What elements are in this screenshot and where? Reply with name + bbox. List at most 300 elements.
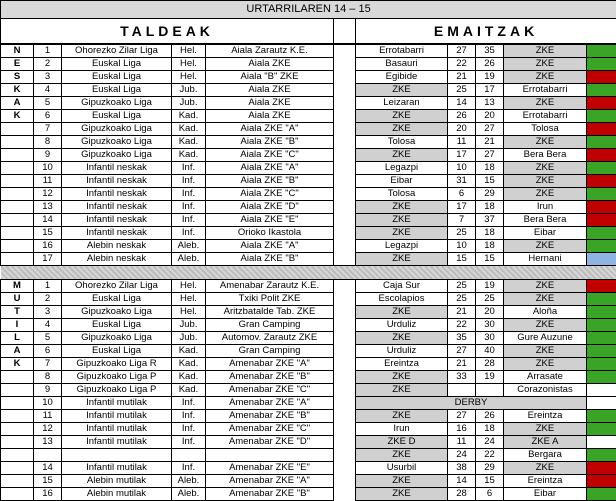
section-letter	[1, 149, 34, 162]
home-team: Urduliz	[356, 319, 448, 332]
table-row	[1, 149, 616, 162]
section-letter: U	[1, 293, 34, 306]
section-letter	[1, 423, 34, 436]
category: Inf.	[172, 410, 206, 423]
team-name: Amenabar Zarautz K.E.	[206, 280, 334, 293]
result-indicator	[587, 332, 616, 345]
derby-label: DERBY	[356, 397, 587, 410]
league-name: Infantil neskak	[62, 227, 172, 240]
category: Inf.	[172, 175, 206, 188]
team-name: Amenabar ZKE "C"	[206, 423, 334, 436]
home-team: Leizaran	[356, 97, 448, 110]
league-name: Infantil neskak	[62, 175, 172, 188]
result-indicator	[587, 71, 616, 84]
home-score: 11	[448, 136, 476, 149]
away-team: Bergara	[504, 449, 587, 462]
home-score: 35	[448, 332, 476, 345]
home-team: Ereintza	[356, 358, 448, 371]
section-letter: K	[1, 358, 34, 371]
table-row	[1, 306, 616, 319]
table-row	[1, 358, 616, 371]
result-indicator	[587, 319, 616, 332]
category: Inf.	[172, 436, 206, 449]
home-team: Errotabarri	[356, 44, 448, 58]
result-indicator	[587, 97, 616, 110]
away-score: 18	[476, 201, 504, 214]
row-number: 9	[34, 384, 62, 397]
category: Kad.	[172, 136, 206, 149]
section-letter: A	[1, 345, 34, 358]
away-team: ZKE	[504, 58, 587, 71]
category: Jub.	[172, 319, 206, 332]
home-score: 11	[448, 436, 476, 449]
result-indicator	[587, 110, 616, 123]
league-name: Euskal Liga	[62, 293, 172, 306]
table-row	[1, 123, 616, 136]
home-score: 20	[448, 123, 476, 136]
home-team: ZKE	[356, 227, 448, 240]
away-score: 19	[476, 71, 504, 84]
league-name: Infantil mutilak	[62, 397, 172, 410]
row-number: 6	[34, 345, 62, 358]
row-number: 3	[34, 306, 62, 319]
away-team: Bera Bera	[504, 214, 587, 227]
table-row	[1, 110, 616, 123]
result-indicator	[587, 227, 616, 240]
column-separator	[334, 384, 356, 397]
category: Jub.	[172, 97, 206, 110]
home-score: 21	[448, 71, 476, 84]
league-name: Ohorezko Zilar Liga	[62, 280, 172, 293]
home-score: 25	[448, 227, 476, 240]
away-team: Eibar	[504, 227, 587, 240]
column-separator	[334, 44, 356, 58]
away-team: Ereintza	[504, 410, 587, 423]
away-team: ZKE	[504, 345, 587, 358]
home-team: Escolapios	[356, 293, 448, 306]
row-number: 14	[34, 214, 62, 227]
home-team: ZKE	[356, 449, 448, 462]
row-number: 11	[34, 175, 62, 188]
home-score: 15	[448, 253, 476, 266]
category: Inf.	[172, 188, 206, 201]
home-team: Eibar	[356, 175, 448, 188]
section-letter	[1, 227, 34, 240]
away-score: 29	[476, 462, 504, 475]
column-separator	[334, 240, 356, 253]
league-name: Euskal Liga	[62, 58, 172, 71]
category: Inf.	[172, 214, 206, 227]
home-score: 26	[448, 110, 476, 123]
team-name: Aiala ZKE "C"	[206, 149, 334, 162]
away-score: 18	[476, 162, 504, 175]
table-row	[1, 175, 616, 188]
home-score: 33	[448, 371, 476, 384]
category: Inf.	[172, 423, 206, 436]
away-team: Eibar	[504, 488, 587, 501]
league-name: Gipuzkoako Liga	[62, 149, 172, 162]
column-separator	[334, 306, 356, 319]
league-name	[62, 449, 172, 462]
home-team: Urduliz	[356, 345, 448, 358]
away-score: 15	[476, 475, 504, 488]
league-name: Infantil mutilak	[62, 436, 172, 449]
section-letter: K	[1, 84, 34, 97]
home-team: Egibide	[356, 71, 448, 84]
team-name: Automov. Zarautz ZKE	[206, 332, 334, 345]
category: Kad.	[172, 149, 206, 162]
away-team: ZKE	[504, 136, 587, 149]
category: Jub.	[172, 332, 206, 345]
header-separator	[334, 19, 356, 45]
team-name: Aiala ZKE "B"	[206, 175, 334, 188]
section-letter	[1, 488, 34, 501]
team-name: Aiala ZKE "B"	[206, 253, 334, 266]
section-letter	[1, 384, 34, 397]
home-team: Usurbil	[356, 462, 448, 475]
column-separator	[334, 475, 356, 488]
away-score: 30	[476, 332, 504, 345]
row-number: 16	[34, 488, 62, 501]
away-score: 17	[476, 84, 504, 97]
team-name: Aritzbatalde Tab. ZKE	[206, 306, 334, 319]
section-letter	[1, 240, 34, 253]
result-indicator	[587, 371, 616, 384]
table-row	[1, 449, 616, 462]
team-name: Amenabar ZKE "A"	[206, 475, 334, 488]
table-row	[1, 293, 616, 306]
home-score: 25	[448, 280, 476, 293]
row-number: 13	[34, 201, 62, 214]
result-indicator	[587, 253, 616, 266]
away-team: ZKE	[504, 71, 587, 84]
category: Kad.	[172, 123, 206, 136]
result-indicator	[587, 475, 616, 488]
table-row	[1, 136, 616, 149]
league-name: Infantil mutilak	[62, 462, 172, 475]
page-title: URTARRILAREN 14 – 15	[1, 1, 616, 19]
team-name: Amenabar ZKE "B"	[206, 371, 334, 384]
league-name: Euskal Liga	[62, 84, 172, 97]
away-score: 28	[476, 358, 504, 371]
column-separator	[334, 410, 356, 423]
league-name: Gipuzkoako Liga	[62, 97, 172, 110]
away-team: Corazonistas	[504, 384, 587, 397]
section-letter	[1, 475, 34, 488]
team-name: Amenabar ZKE "B"	[206, 488, 334, 501]
result-indicator	[587, 384, 616, 397]
away-team: Irun	[504, 201, 587, 214]
section-letter	[1, 253, 34, 266]
column-separator	[334, 162, 356, 175]
away-team: ZKE	[504, 462, 587, 475]
table-row	[1, 384, 616, 397]
league-name: Gipuzkoako Liga P	[62, 371, 172, 384]
row-number: 17	[34, 253, 62, 266]
result-indicator	[587, 410, 616, 423]
home-team: Irun	[356, 423, 448, 436]
home-score: 6	[448, 188, 476, 201]
table-row	[1, 253, 616, 266]
category: Inf.	[172, 162, 206, 175]
row-number: 7	[34, 123, 62, 136]
row-number: 4	[34, 319, 62, 332]
home-team: ZKE	[356, 253, 448, 266]
column-separator	[334, 149, 356, 162]
away-team: Bera Bera	[504, 149, 587, 162]
league-name: Infantil neskak	[62, 162, 172, 175]
away-score: 15	[476, 175, 504, 188]
column-separator	[334, 332, 356, 345]
team-name: Amenabar ZKE "A"	[206, 358, 334, 371]
row-number: 5	[34, 332, 62, 345]
row-number: 12	[34, 188, 62, 201]
column-separator	[334, 201, 356, 214]
home-team: ZKE	[356, 488, 448, 501]
section-letter	[1, 462, 34, 475]
emaitzak-header: EMAITZAK	[356, 19, 616, 45]
team-name: Aiala ZKE "B"	[206, 136, 334, 149]
row-number: 4	[34, 84, 62, 97]
table-row	[1, 397, 616, 410]
home-team: Caja Sur	[356, 280, 448, 293]
column-separator	[334, 97, 356, 110]
column-separator	[334, 280, 356, 293]
result-indicator	[587, 436, 616, 449]
away-score: 15	[476, 253, 504, 266]
home-team: ZKE	[356, 332, 448, 345]
home-score: 17	[448, 201, 476, 214]
row-number: 14	[34, 462, 62, 475]
row-number: 10	[34, 162, 62, 175]
result-indicator	[587, 84, 616, 97]
home-score: 31	[448, 175, 476, 188]
column-separator	[334, 84, 356, 97]
table-row	[1, 44, 616, 58]
row-number: 7	[34, 358, 62, 371]
away-team: ZKE	[504, 162, 587, 175]
away-team: Errotabarri	[504, 110, 587, 123]
category: Kad.	[172, 371, 206, 384]
column-separator	[334, 345, 356, 358]
column-separator	[334, 423, 356, 436]
table-row	[1, 332, 616, 345]
row-number: 3	[34, 71, 62, 84]
home-score: 10	[448, 240, 476, 253]
team-name: Amenabar ZKE "E"	[206, 462, 334, 475]
category: Inf.	[172, 462, 206, 475]
home-score	[448, 384, 476, 397]
row-number: 10	[34, 397, 62, 410]
home-team: ZKE D	[356, 436, 448, 449]
table-row	[1, 214, 616, 227]
team-name: Aiala ZKE	[206, 110, 334, 123]
category: Aleb.	[172, 253, 206, 266]
column-separator	[334, 214, 356, 227]
league-name: Gipuzkoako Liga	[62, 332, 172, 345]
away-score: 6	[476, 488, 504, 501]
category: Inf.	[172, 201, 206, 214]
away-score: 19	[476, 280, 504, 293]
away-score: 20	[476, 306, 504, 319]
table-row	[1, 319, 616, 332]
home-score: 7	[448, 214, 476, 227]
team-name: Aiala ZKE	[206, 97, 334, 110]
result-indicator	[587, 280, 616, 293]
team-name: Aiala ZKE "A"	[206, 240, 334, 253]
section-letter: T	[1, 306, 34, 319]
category: Kad.	[172, 110, 206, 123]
team-name: Amenabar ZKE "B"	[206, 410, 334, 423]
category: Hel.	[172, 71, 206, 84]
result-indicator	[587, 201, 616, 214]
league-name: Infantil mutilak	[62, 423, 172, 436]
team-name: Aiala ZKE "A"	[206, 123, 334, 136]
section-letter	[1, 397, 34, 410]
result-indicator	[587, 345, 616, 358]
category: Hel.	[172, 280, 206, 293]
away-score: 18	[476, 227, 504, 240]
section-letter: E	[1, 58, 34, 71]
category	[172, 449, 206, 462]
result-indicator	[587, 136, 616, 149]
result-indicator	[587, 240, 616, 253]
away-team: ZKE	[504, 188, 587, 201]
table-row	[1, 371, 616, 384]
row-number: 15	[34, 227, 62, 240]
home-score: 27	[448, 410, 476, 423]
away-team: ZKE	[504, 358, 587, 371]
league-name: Alebin neskak	[62, 253, 172, 266]
category: Inf.	[172, 227, 206, 240]
league-name: Infantil neskak	[62, 201, 172, 214]
league-name: Euskal Liga	[62, 319, 172, 332]
row-number: 9	[34, 149, 62, 162]
section-letter: N	[1, 44, 34, 58]
result-indicator	[587, 149, 616, 162]
column-separator	[334, 436, 356, 449]
column-separator	[334, 58, 356, 71]
home-score: 25	[448, 84, 476, 97]
team-name: Aiala ZKE	[206, 58, 334, 71]
league-name: Gipuzkoako Liga	[62, 306, 172, 319]
column-separator	[334, 449, 356, 462]
row-number: 15	[34, 475, 62, 488]
away-team: Hernani	[504, 253, 587, 266]
team-name: Amenabar ZKE "C"	[206, 384, 334, 397]
team-name: Aiala "B" ZKE	[206, 71, 334, 84]
team-name: Amenabar ZKE "D"	[206, 436, 334, 449]
away-score: 30	[476, 319, 504, 332]
section-letter: M	[1, 280, 34, 293]
away-score: 22	[476, 449, 504, 462]
row-number: 1	[34, 280, 62, 293]
away-team: Arrasate	[504, 371, 587, 384]
column-separator	[334, 371, 356, 384]
category: Aleb.	[172, 488, 206, 501]
result-indicator	[587, 162, 616, 175]
away-score	[476, 384, 504, 397]
home-score: 10	[448, 162, 476, 175]
away-team: Errotabarri	[504, 84, 587, 97]
away-team: ZKE	[504, 280, 587, 293]
home-team: Tolosa	[356, 188, 448, 201]
team-name: Gran Camping	[206, 319, 334, 332]
result-indicator	[587, 188, 616, 201]
away-team: ZKE	[504, 423, 587, 436]
home-score: 21	[448, 306, 476, 319]
result-indicator	[587, 449, 616, 462]
result-indicator	[587, 397, 616, 410]
section-letter	[1, 449, 34, 462]
category: Hel.	[172, 44, 206, 58]
league-name: Euskal Liga	[62, 71, 172, 84]
table-row	[1, 280, 616, 293]
away-team: ZKE	[504, 293, 587, 306]
column-separator	[334, 358, 356, 371]
category: Kad.	[172, 384, 206, 397]
away-score: 24	[476, 436, 504, 449]
home-score: 25	[448, 293, 476, 306]
table-row	[1, 475, 616, 488]
column-separator	[334, 71, 356, 84]
taldeak-header: TALDEAK	[1, 19, 334, 45]
away-team: Gure Auzune	[504, 332, 587, 345]
team-name: Aiala ZKE "E"	[206, 214, 334, 227]
league-name: Alebin neskak	[62, 240, 172, 253]
home-team: Basauri	[356, 58, 448, 71]
table-row	[1, 488, 616, 501]
home-score: 16	[448, 423, 476, 436]
home-team: ZKE	[356, 201, 448, 214]
league-name: Alebin mutilak	[62, 475, 172, 488]
away-score: 20	[476, 110, 504, 123]
row-number: 1	[34, 44, 62, 58]
row-number: 8	[34, 371, 62, 384]
table-row	[1, 162, 616, 175]
league-name: Gipuzkoako Liga R	[62, 358, 172, 371]
home-score: 28	[448, 488, 476, 501]
away-score: 27	[476, 123, 504, 136]
category: Aleb.	[172, 475, 206, 488]
team-name: Orioko Ikastola	[206, 227, 334, 240]
column-separator	[334, 397, 356, 410]
section-letter: S	[1, 71, 34, 84]
away-score: 21	[476, 136, 504, 149]
home-team: Legazpi	[356, 240, 448, 253]
table-row	[1, 345, 616, 358]
divider-cell	[1, 266, 616, 280]
result-indicator	[587, 358, 616, 371]
team-name: Aiala Zarautz K.E.	[206, 44, 334, 58]
table-row	[1, 462, 616, 475]
column-separator	[334, 175, 356, 188]
table-row	[1, 240, 616, 253]
home-score: 22	[448, 58, 476, 71]
section-letter	[1, 188, 34, 201]
table-row	[1, 188, 616, 201]
category: Hel.	[172, 58, 206, 71]
category: Jub.	[172, 84, 206, 97]
column-separator	[334, 462, 356, 475]
section-letter	[1, 136, 34, 149]
league-name: Infantil neskak	[62, 214, 172, 227]
away-score: 25	[476, 293, 504, 306]
section-letter: K	[1, 110, 34, 123]
result-indicator	[587, 306, 616, 319]
column-separator	[334, 488, 356, 501]
away-score: 18	[476, 423, 504, 436]
